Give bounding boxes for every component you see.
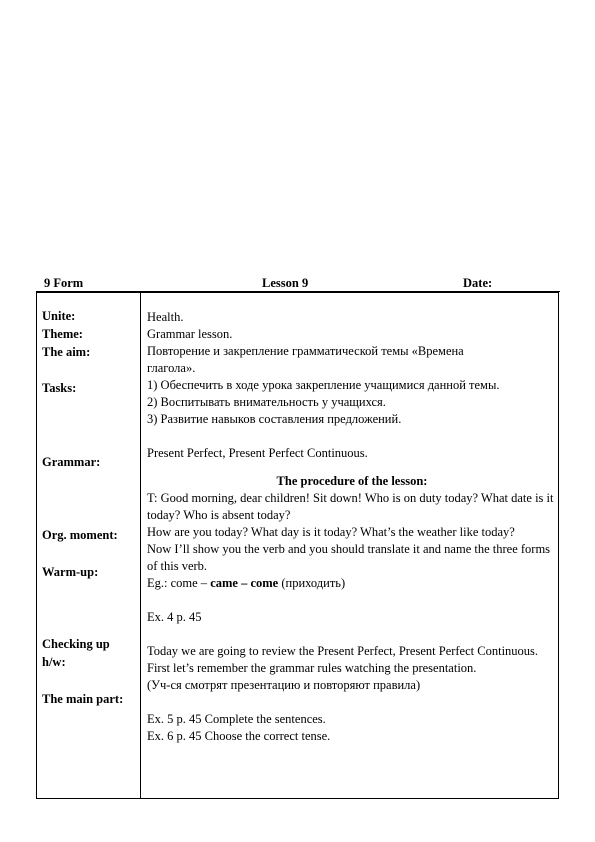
label-theme: Theme: — [42, 327, 83, 341]
label-aim: The aim: — [42, 345, 91, 359]
example-prefix: Eg.: come – — [147, 576, 211, 590]
task-1: 1) Обеспечить в ходе урока закрепление учащимися данной темы. — [147, 378, 500, 392]
greeting-text: T: Good morning, dear children! Sit down! Who is on duty today? What date is it today? Who is absent today? — [147, 491, 554, 522]
task-3: 3) Развитие навыков составления предложений. — [147, 412, 402, 426]
task-2: 2) Воспитывать внимательность у учащихся. — [147, 395, 386, 409]
label-warm-up: Warm-up: — [42, 565, 99, 579]
date-label: Date: — [463, 276, 493, 290]
example-forms: came – come — [210, 576, 279, 590]
aim-text: Повторение и закрепление грамматической темы «Времена глагола». — [147, 344, 464, 375]
unite-text: Health. — [147, 310, 184, 324]
label-tasks: Tasks: — [42, 381, 77, 395]
exercise-5: Ex. 5 p. 45 Complete the sentences. — [147, 712, 326, 726]
content-column — [147, 309, 557, 745]
column-divider — [140, 292, 141, 799]
exercise-6: Ex. 6 p. 45 Choose the correct tense. — [147, 729, 331, 743]
main-part-text: Today we are going to review the Present Perfect, Present Perfect Continuous. First let’s remember the grammar rules watching the presentation. — [147, 644, 539, 675]
form-label: 9 Form — [44, 276, 84, 290]
how-are-you-text: How are you today? What day is it today? What’s the weather like today? — [147, 525, 515, 539]
label-checking-up: Checking up h/w: — [42, 637, 110, 669]
lesson-label: Lesson 9 — [262, 276, 309, 290]
procedure-title: The procedure of the lesson: — [276, 474, 428, 488]
label-unite: Unite: — [42, 309, 76, 323]
homework-text: Ex. 4 p. 45 — [147, 610, 202, 624]
theme-text: Grammar lesson. — [147, 327, 233, 341]
label-main-part: The main part: — [42, 692, 124, 706]
example-line — [147, 575, 557, 592]
label-org-moment: Org. moment: — [42, 528, 118, 542]
main-part-note: (Уч-ся смотрят презентацию и повторяют правила) — [147, 678, 421, 692]
verb-intro-text: Now I’ll show you the verb and you should translate it and name the three forms of this verb. — [147, 542, 551, 573]
example-translation: (приходить) — [278, 576, 346, 590]
label-grammar: Grammar: — [42, 455, 101, 469]
grammar-text: Present Perfect, Present Perfect Continuous. — [147, 446, 368, 460]
